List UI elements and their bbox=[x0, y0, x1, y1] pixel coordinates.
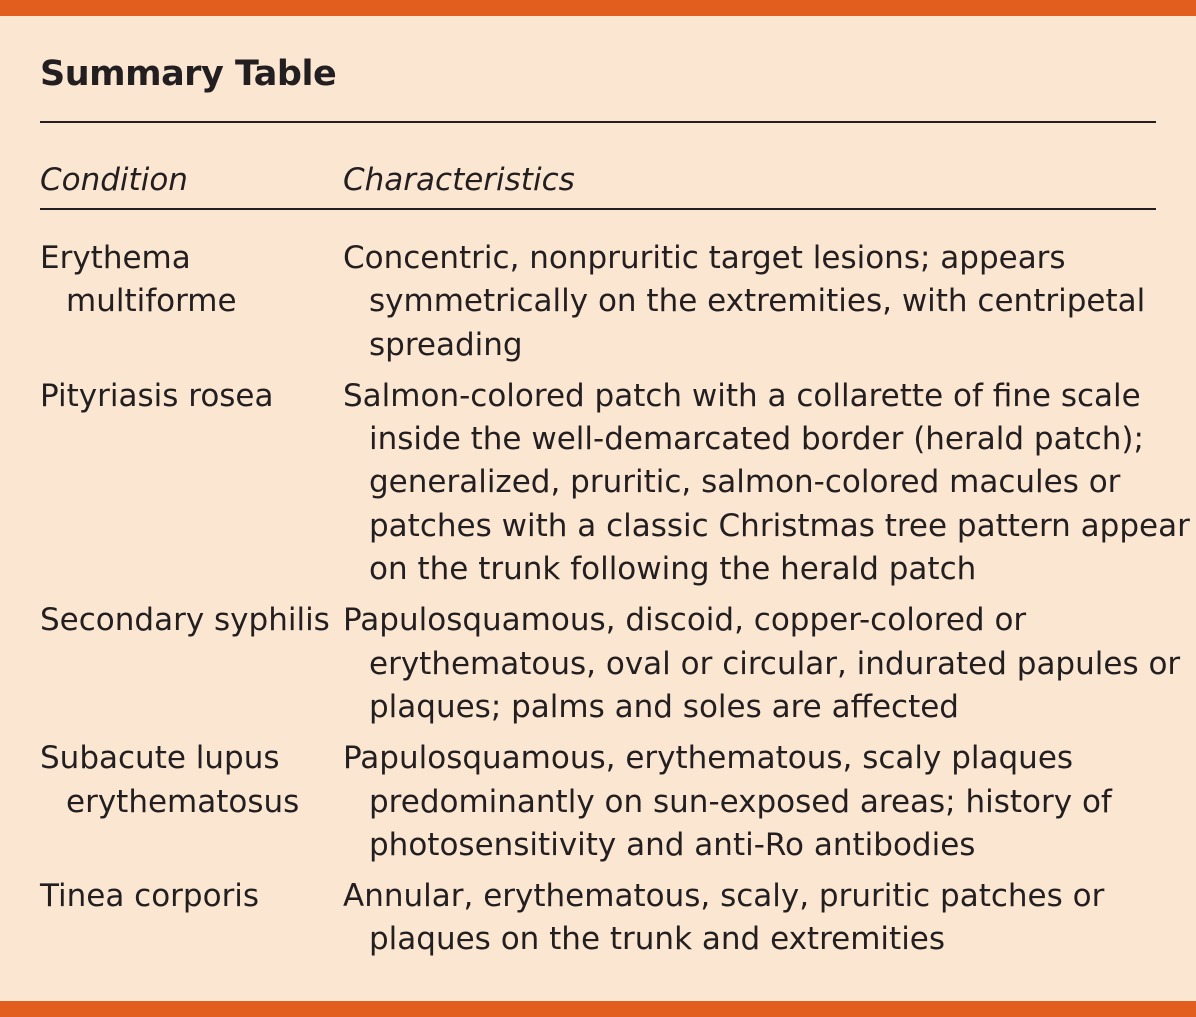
table-body bbox=[40, 237, 1190, 970]
characteristics-cell: Concentric, nonpruritic target lesions; appears symmetrically on the extremities, with centripetal spreading bbox=[343, 240, 1146, 363]
header-divider bbox=[40, 208, 1156, 210]
characteristics-cell: Annular, erythematous, scaly, pruritic patches or plaques on the trunk and extremities bbox=[343, 878, 1105, 958]
page-title: Summary Table bbox=[40, 54, 337, 94]
condition-cell: Secondary syphilis bbox=[40, 602, 330, 639]
table-row bbox=[40, 737, 1170, 867]
table-row bbox=[40, 237, 1170, 367]
condition-cell: Pityriasis rosea bbox=[40, 377, 274, 414]
title-divider bbox=[40, 121, 1156, 123]
characteristics-cell: Papulosquamous, discoid, copper-colored or erythematous, oval or circular, indurated papules or plaques; palms and soles are affected bbox=[343, 602, 1181, 725]
condition-cell: Subacute lupus erythematosus bbox=[40, 740, 300, 820]
table-row bbox=[40, 599, 1181, 729]
table-row bbox=[40, 875, 1170, 962]
table-row bbox=[40, 375, 1190, 591]
top-accent-bar bbox=[0, 0, 1196, 16]
column-header-characteristics: Characteristics bbox=[343, 162, 575, 198]
bottom-accent-bar bbox=[0, 1001, 1196, 1017]
condition-cell: Tinea corporis bbox=[40, 878, 260, 915]
column-header-condition: Condition bbox=[40, 162, 188, 198]
characteristics-cell: Salmon-colored patch with a collarette of fine scale inside the well-demarcated border (herald patch); generalized, pruritic, salmon-colored macules or patches with a classic Christmas tree pattern appear on the trunk following the herald patch bbox=[343, 377, 1190, 588]
characteristics-cell: Papulosquamous, erythematous, scaly plaques predominantly on sun-exposed areas; history of photosensitivity and anti-Ro antibodies bbox=[343, 740, 1112, 863]
condition-cell: Erythema multiforme bbox=[40, 240, 237, 320]
